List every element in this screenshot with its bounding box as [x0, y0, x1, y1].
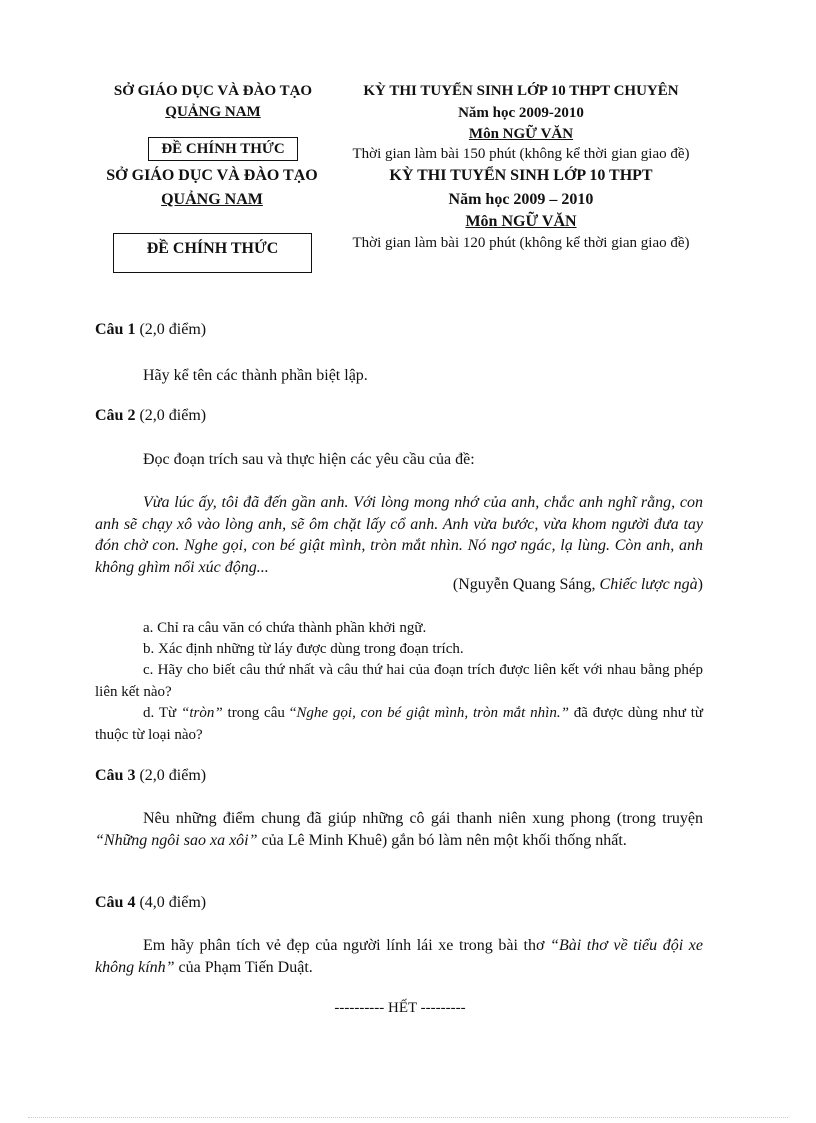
- question-1-text: Hãy kể tên các thành phần biệt lập.: [143, 367, 368, 384]
- question-2-intro: Đọc đoạn trích sau và thực hiện các yêu cầu của đề:: [143, 451, 475, 468]
- question-2d: d. Từ “tròn” trong câu “Nghe gọi, con bé giật mình, tròn mắt nhìn.” đã được dùng như từ thuộc từ loại nào?: [95, 705, 704, 743]
- question-2-heading: Câu 2 (2,0 điểm): [95, 407, 207, 424]
- province-name-2: QUẢNG NAM: [161, 191, 263, 208]
- subject: Môn NGỮ VĂN: [468, 126, 574, 142]
- official-stamp-label-2: ĐỀ CHÍNH THỨC: [146, 240, 279, 257]
- school-year: Năm học 2009-2010: [458, 105, 584, 121]
- department-name-2: SỞ GIÁO DỤC VÀ ĐÀO TẠO: [106, 167, 318, 184]
- subject-2: Môn NGỮ VĂN: [465, 213, 577, 230]
- official-stamp-label: ĐỀ CHÍNH THỨC: [161, 141, 285, 157]
- department-name: SỞ GIÁO DỤC VÀ ĐÀO TẠO: [113, 83, 313, 99]
- excerpt-passage: Vừa lúc ấy, tôi đã đến gần anh. Với lòng mong nhớ của anh, chắc anh nghĩ rằng, con anh sẽ chạy xô vào lòng anh, sẽ ôm chặt lấy cổ anh. Anh vừa bước, vừa khom người đưa tay đón chờ con. Nghe gọi, con bé giật mình, tròn mắt nhìn. Nó ngơ ngác, lạ lùng. Còn anh, anh không ghìm nổi xúc động...: [95, 494, 703, 576]
- question-4-heading: Câu 4 (4,0 điểm): [95, 894, 207, 911]
- excerpt-source: (Nguyễn Quang Sáng, Chiếc lược ngà): [452, 576, 703, 593]
- question-4-text: Em hãy phân tích vẻ đẹp của người lính lái xe trong bài thơ “Bài thơ về tiểu đội xe không kính” của Phạm Tiến Duật.: [95, 937, 704, 976]
- page-bottom-divider: [28, 1117, 788, 1118]
- time-allowed: Thời gian làm bài 150 phút (không kể thời gian giao đề): [352, 146, 690, 162]
- question-2a: a. Chỉ ra câu văn có chứa thành phần khởi ngữ.: [143, 620, 427, 636]
- end-marker: ---------- HẾT ---------: [334, 1000, 466, 1016]
- official-stamp-box: [148, 137, 298, 161]
- question-3-text: Nêu những điểm chung đã giúp những cô gái thanh niên xung phong (trong truyện “Những ngôi sao xa xôi” của Lê Minh Khuê) gắn bó làm nên một khối thống nhất.: [95, 810, 703, 849]
- school-year-2: Năm học 2009 – 2010: [448, 191, 594, 208]
- official-stamp-box-2: [113, 233, 312, 273]
- exam-title-2: KỲ THI TUYỂN SINH LỚP 10 THPT: [389, 167, 653, 184]
- question-1-heading: Câu 1 (2,0 điểm): [95, 321, 207, 338]
- question-2c: c. Hãy cho biết câu thứ nhất và câu thứ hai của đoạn trích được liên kết với nhau bằng phép liên kết nào?: [95, 662, 703, 700]
- question-3-heading: Câu 3 (2,0 điểm): [95, 767, 207, 784]
- province-name: QUẢNG NAM: [165, 104, 261, 120]
- exam-title: KỲ THI TUYỂN SINH LỚP 10 THPT CHUYÊN: [363, 83, 679, 99]
- question-2b: b. Xác định những từ láy được dùng trong đoạn trích.: [143, 641, 464, 657]
- time-allowed-2: Thời gian làm bài 120 phút (không kể thời gian giao đề): [352, 235, 690, 251]
